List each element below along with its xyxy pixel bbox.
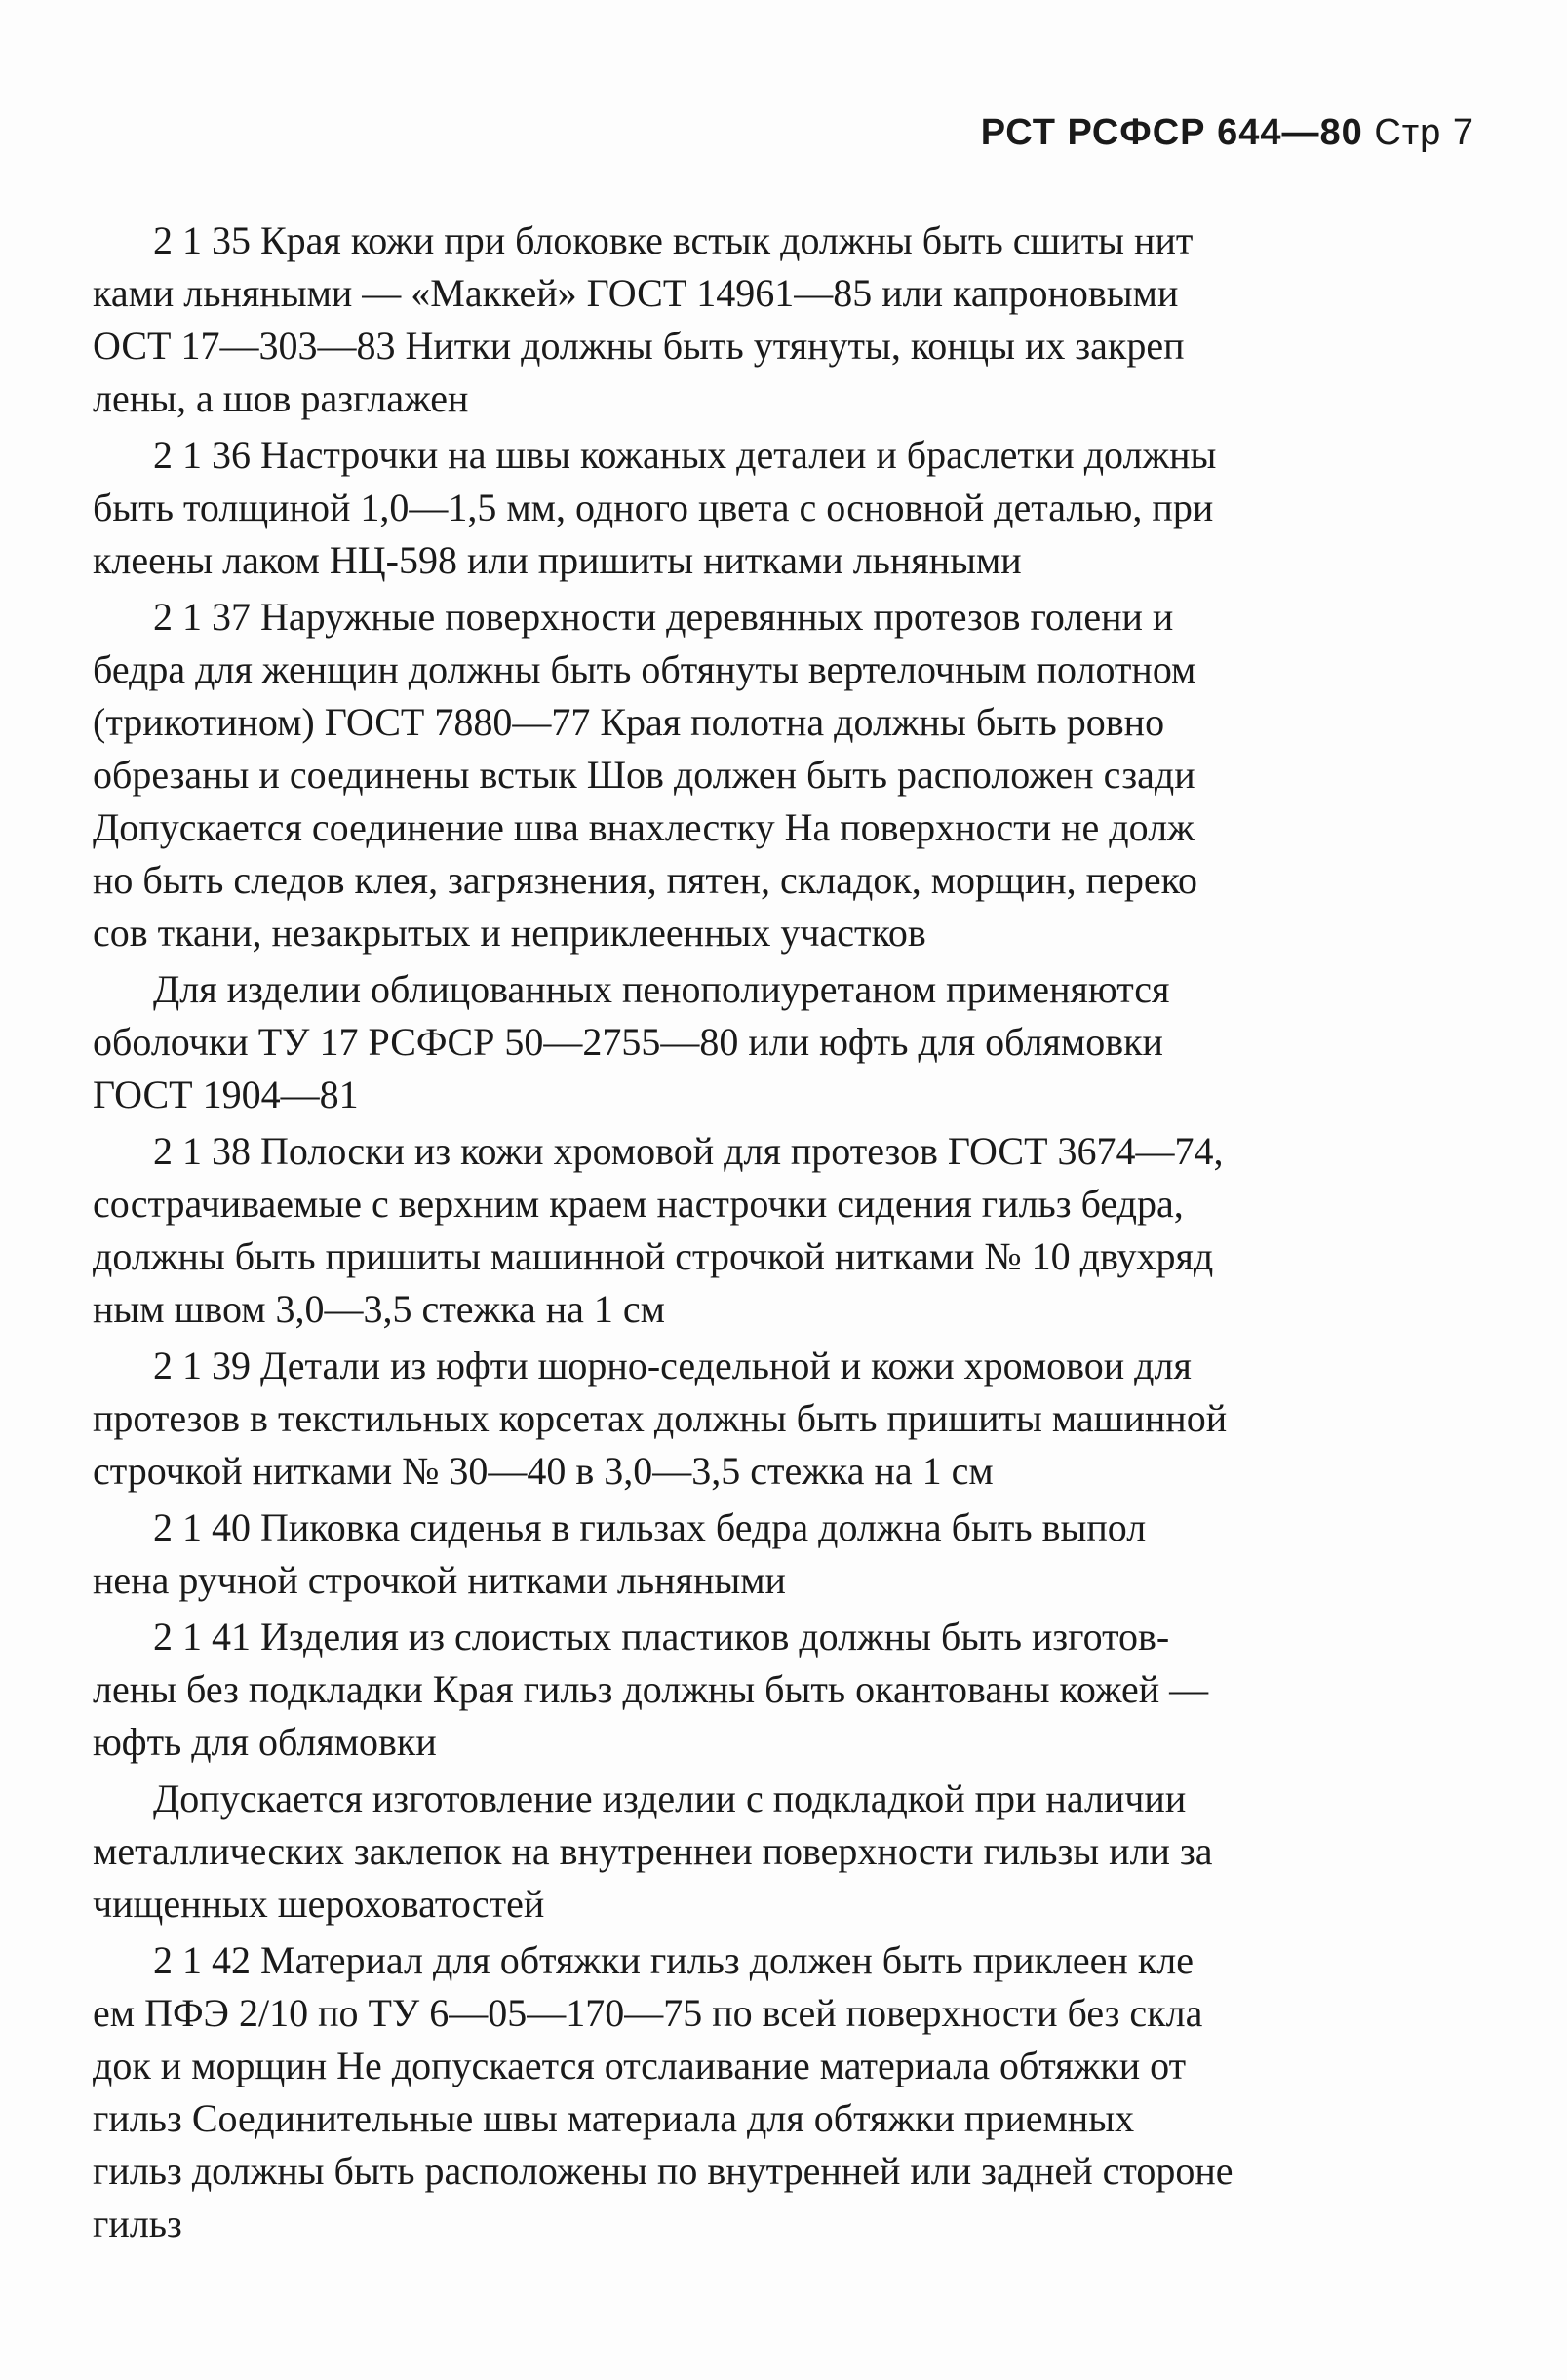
paragraph-2-1-35: 2 1 35 Края кожи при блоковке встык должны быть сшиты нит ками льняными — «Маккей» ГОСТ 14961—85 или капроновыми ОСТ 17—303—83 Нитки должны быть утянуты, концы их закреп лены, а шов разглажен	[93, 218, 1194, 420]
paragraph-2-1-36: 2 1 36 Настрочки на швы кожаных деталеи и браслетки должны быть толщиной 1,0—1,5 мм, одного цвета с основной деталью, при клеены лаком НЦ-598 или пришиты нитками льняными	[93, 433, 1217, 582]
paragraph-2-1-39: 2 1 39 Детали из юфти шорно-седельной и кожи хромовои для протезов в текстильных корсетах должны быть пришиты машинной строчкой нитками № 30—40 в 3,0—3,5 стежка на 1 см	[93, 1344, 1228, 1493]
paragraph-2-1-38: 2 1 38 Полоски из кожи хромовой для протезов ГОСТ 3674—74, сострачиваемые с верхним краем настрочки сидения гильз бедра, должны быть пришиты машинной строчкой нитками № 10 двухряд ным швом 3,0—3,5 стежка на 1 см	[93, 1129, 1224, 1331]
paragraph-2-1-40: 2 1 40 Пиковка сиденья в гильзах бедра должна быть выпол нена ручной строчкой нитками льняными	[93, 1505, 1147, 1602]
paragraph-2-1-37: 2 1 37 Наружные поверхности деревянных протезов голени и бедра для женщин должны быть обтянуты вертелочным полотном (трикотином) ГОСТ 7880—77 Края полотна должны быть ровно обрезаны и соединены встык Шов должен быть расположен сзади Допускается соединение шва внахлестку На поверхности не долж но быть следов клея, загрязнения, пятен, складок, морщин, переко сов ткани, незакрытых и неприклеенных участков	[93, 595, 1197, 955]
paragraph-lining-allowed: Допускается изготовление изделии с подкладкой при наличии металлических заклепок на внутреннеи поверхности гильзы или за чищенных шероховатостей	[93, 1776, 1213, 1926]
paragraph-2-1-42: 2 1 42 Материал для обтяжки гильз должен быть приклеен кле ем ПФЭ 2/10 по ТУ 6—05—170—75 по всей поверхности без скла док и морщин Не допускается отслаивание материала обтяжки от гильз Соединительные швы материала для обтяжки приемных гильз должны быть расположены по внутренней или задней стороне гильз	[93, 1938, 1234, 2245]
running-header	[981, 112, 1474, 154]
page-number: Стр 7	[1374, 112, 1474, 153]
document-id: РСТ РСФСР 644—80	[980, 112, 1363, 153]
body-text	[93, 215, 1458, 2254]
paragraph-2-1-41: 2 1 41 Изделия из слоистых пластиков должны быть изготов- лены без подкладки Края гильз должны быть окантованы кожей — юфть для облямовки	[93, 1615, 1209, 1764]
paragraph-foam-lined-products: Для изделии облицованных пенополиуретаном применяются оболочки ТУ 17 РСФСР 50—2755—80 или юфть для облямовки ГОСТ 1904—81	[93, 967, 1170, 1116]
